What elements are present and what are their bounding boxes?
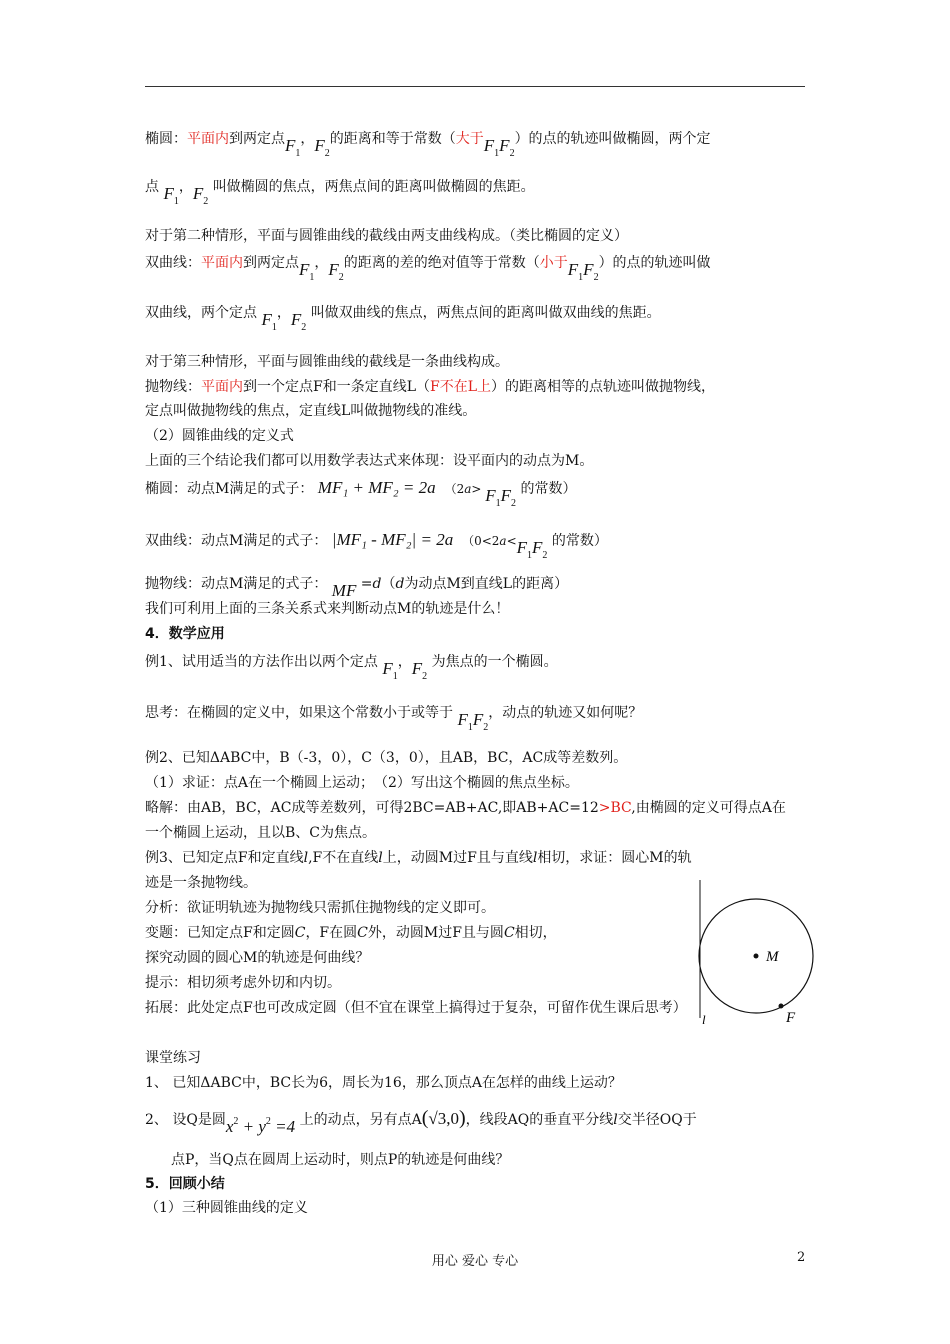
ellipse-definition-line2: 点 $F_1$，$F_2$ 叫做椭圆的焦点，两焦点间的距离叫做椭圆的焦距。 <box>145 179 535 207</box>
hyperbola-definition-line2: 双曲线，两个定点 $F_1$，$F_2$ 叫做双曲线的焦点，两焦点间的距离叫做双曲线的焦距。 <box>145 305 661 333</box>
f1f2-symbol: $F_1F_2$ <box>483 136 515 159</box>
text-line: 点P，当Q点在圆周上运动时，则点P的轨迹是何曲线？ <box>171 1152 510 1168</box>
exercise2-line: 2、 设Q是圆$x^2 + y^2 =4$ 上的动点，另有点A(√3,0)，线段AQ的垂直平分线l交半径OQ于 <box>145 1107 697 1136</box>
ellipse-formula-line: 椭圆：动点M满足的式子： MF₁ + MF₂ = 2a （$2a> F_1F_2$ 的常数） <box>145 478 577 509</box>
ellipse-equation: MF₁ + MF₂ = 2a <box>317 478 436 497</box>
text-line: （1）求证：点A在一个椭圆上运动； （2）写出这个椭圆的焦点坐标。 <box>145 775 579 791</box>
text-line: 我们可利用上面的三条关系式来判断动点M的轨迹是什么！ <box>145 601 510 617</box>
solution-line: 略解：由AB，BC，AC成等差数列，可得2BC=AB+AC,即AB+AC=12>BC,由椭圆的定义可得点A在 <box>145 800 786 816</box>
page-number: 2 <box>797 1250 806 1265</box>
parabola-formula-line: 抛物线：动点M满足的式子： MF =d（d为动点M到直线L的距离） <box>145 576 569 600</box>
text-line: 拓展：此处定点F也可改成定圆（但不宜在课堂上搞得过于复杂，可留作优生课后思考） <box>145 1000 687 1016</box>
text-line: 迹是一条抛物线。 <box>145 875 257 891</box>
point-f <box>779 1004 784 1009</box>
label-m: M <box>766 949 779 965</box>
text-line: 1、 已知ΔABC中，BC长为6，周长为16，那么顶点A在怎样的曲线上运动？ <box>145 1075 622 1091</box>
parabola-lhs: MF <box>331 581 357 600</box>
text-line: （2）圆锥曲线的定义式 <box>145 428 294 444</box>
circle-equation: $x^2 + y^2 =4$ <box>225 1116 296 1136</box>
page-footer: 用心 爱心 专心 <box>431 1254 519 1269</box>
example1-line: 例1、试用适当的方法作出以两个定点 $F_1$，$F_2$ 为焦点的一个椭圆。 <box>145 654 558 682</box>
f1-symbol: $F_1$ <box>285 136 301 159</box>
parabola-definition-line1: 抛物线：平面内到一个定点F和一条定直线L（F不在L上）的距离相等的点轨迹叫做抛物线， <box>145 379 716 395</box>
text-line: 上面的三个结论我们都可以用数学表达式来体现：设平面内的动点为M。 <box>145 453 594 469</box>
label-f: F <box>786 1010 796 1026</box>
variant-line: 变题：已知定点F和定圆C，F在圆C外，动圆M过F且与圆C相切， <box>145 925 557 941</box>
text-line: 分析：欲证明轨迹为抛物线只需抓住抛物线的定义即可。 <box>145 900 495 916</box>
text-line: 定点叫做抛物线的焦点，定直线L叫做抛物线的准线。 <box>145 403 477 419</box>
text-line: 提示：相切须考虑外切和内切。 <box>145 975 341 991</box>
section-heading: 5．回顾小结 <box>145 1176 225 1192</box>
header-rule <box>145 86 805 87</box>
hyperbola-formula-line: 双曲线：动点M满足的式子： |MF₁ - MF₂| = 2a （$0<2a<F_1F_2$ 的常数） <box>145 530 608 561</box>
text-line: 对于第二种情形，平面与圆锥曲线的截线由两支曲线构成。（类比椭圆的定义） <box>145 228 628 244</box>
label-l: l <box>702 1012 706 1027</box>
f2-symbol: $F_2$ <box>314 136 330 159</box>
circle-tangent-figure <box>688 880 818 1030</box>
text-line: （1）三种圆锥曲线的定义 <box>145 1200 308 1216</box>
example3-line: 例3、已知定点F和定直线l,F不在直线l上，动圆M过F且与直线l相切，求证：圆心M的轨 <box>145 850 692 866</box>
hyperbola-definition-line1: 双曲线：平面内到两定点$F_1$，$F_2$的距离的差的绝对值等于常数（小于$F_1F_2$）的点的轨迹叫做 <box>145 255 711 283</box>
text-line: 一个椭圆上运动，且以B、C为焦点。 <box>145 825 376 841</box>
text-line: 对于第三种情形，平面与圆锥曲线的截线是一条曲线构成。 <box>145 354 509 370</box>
hyperbola-equation: |MF₁ - MF₂| = 2a <box>331 530 454 549</box>
section-heading: 4．数学应用 <box>145 626 225 642</box>
center-point <box>754 954 759 959</box>
exercise-heading: 课堂练习 <box>145 1050 201 1066</box>
text-line: 例2、已知ΔABC中，B（-3，0），C（3，0），且AB，BC，AC成等差数列。 <box>145 750 628 766</box>
think-line: 思考：在椭圆的定义中，如果这个常数小于或等于 $F_1F_2$，动点的轨迹又如何呢？ <box>145 705 643 733</box>
ellipse-definition-line1: 椭圆：平面内到两定点$F_1$，$F_2$的距离和等于常数（大于$F_1F_2$）的点的轨迹叫做椭圆，两个定 <box>145 128 711 156</box>
text-line: 探究动圆的圆心M的轨迹是何曲线？ <box>145 950 370 966</box>
